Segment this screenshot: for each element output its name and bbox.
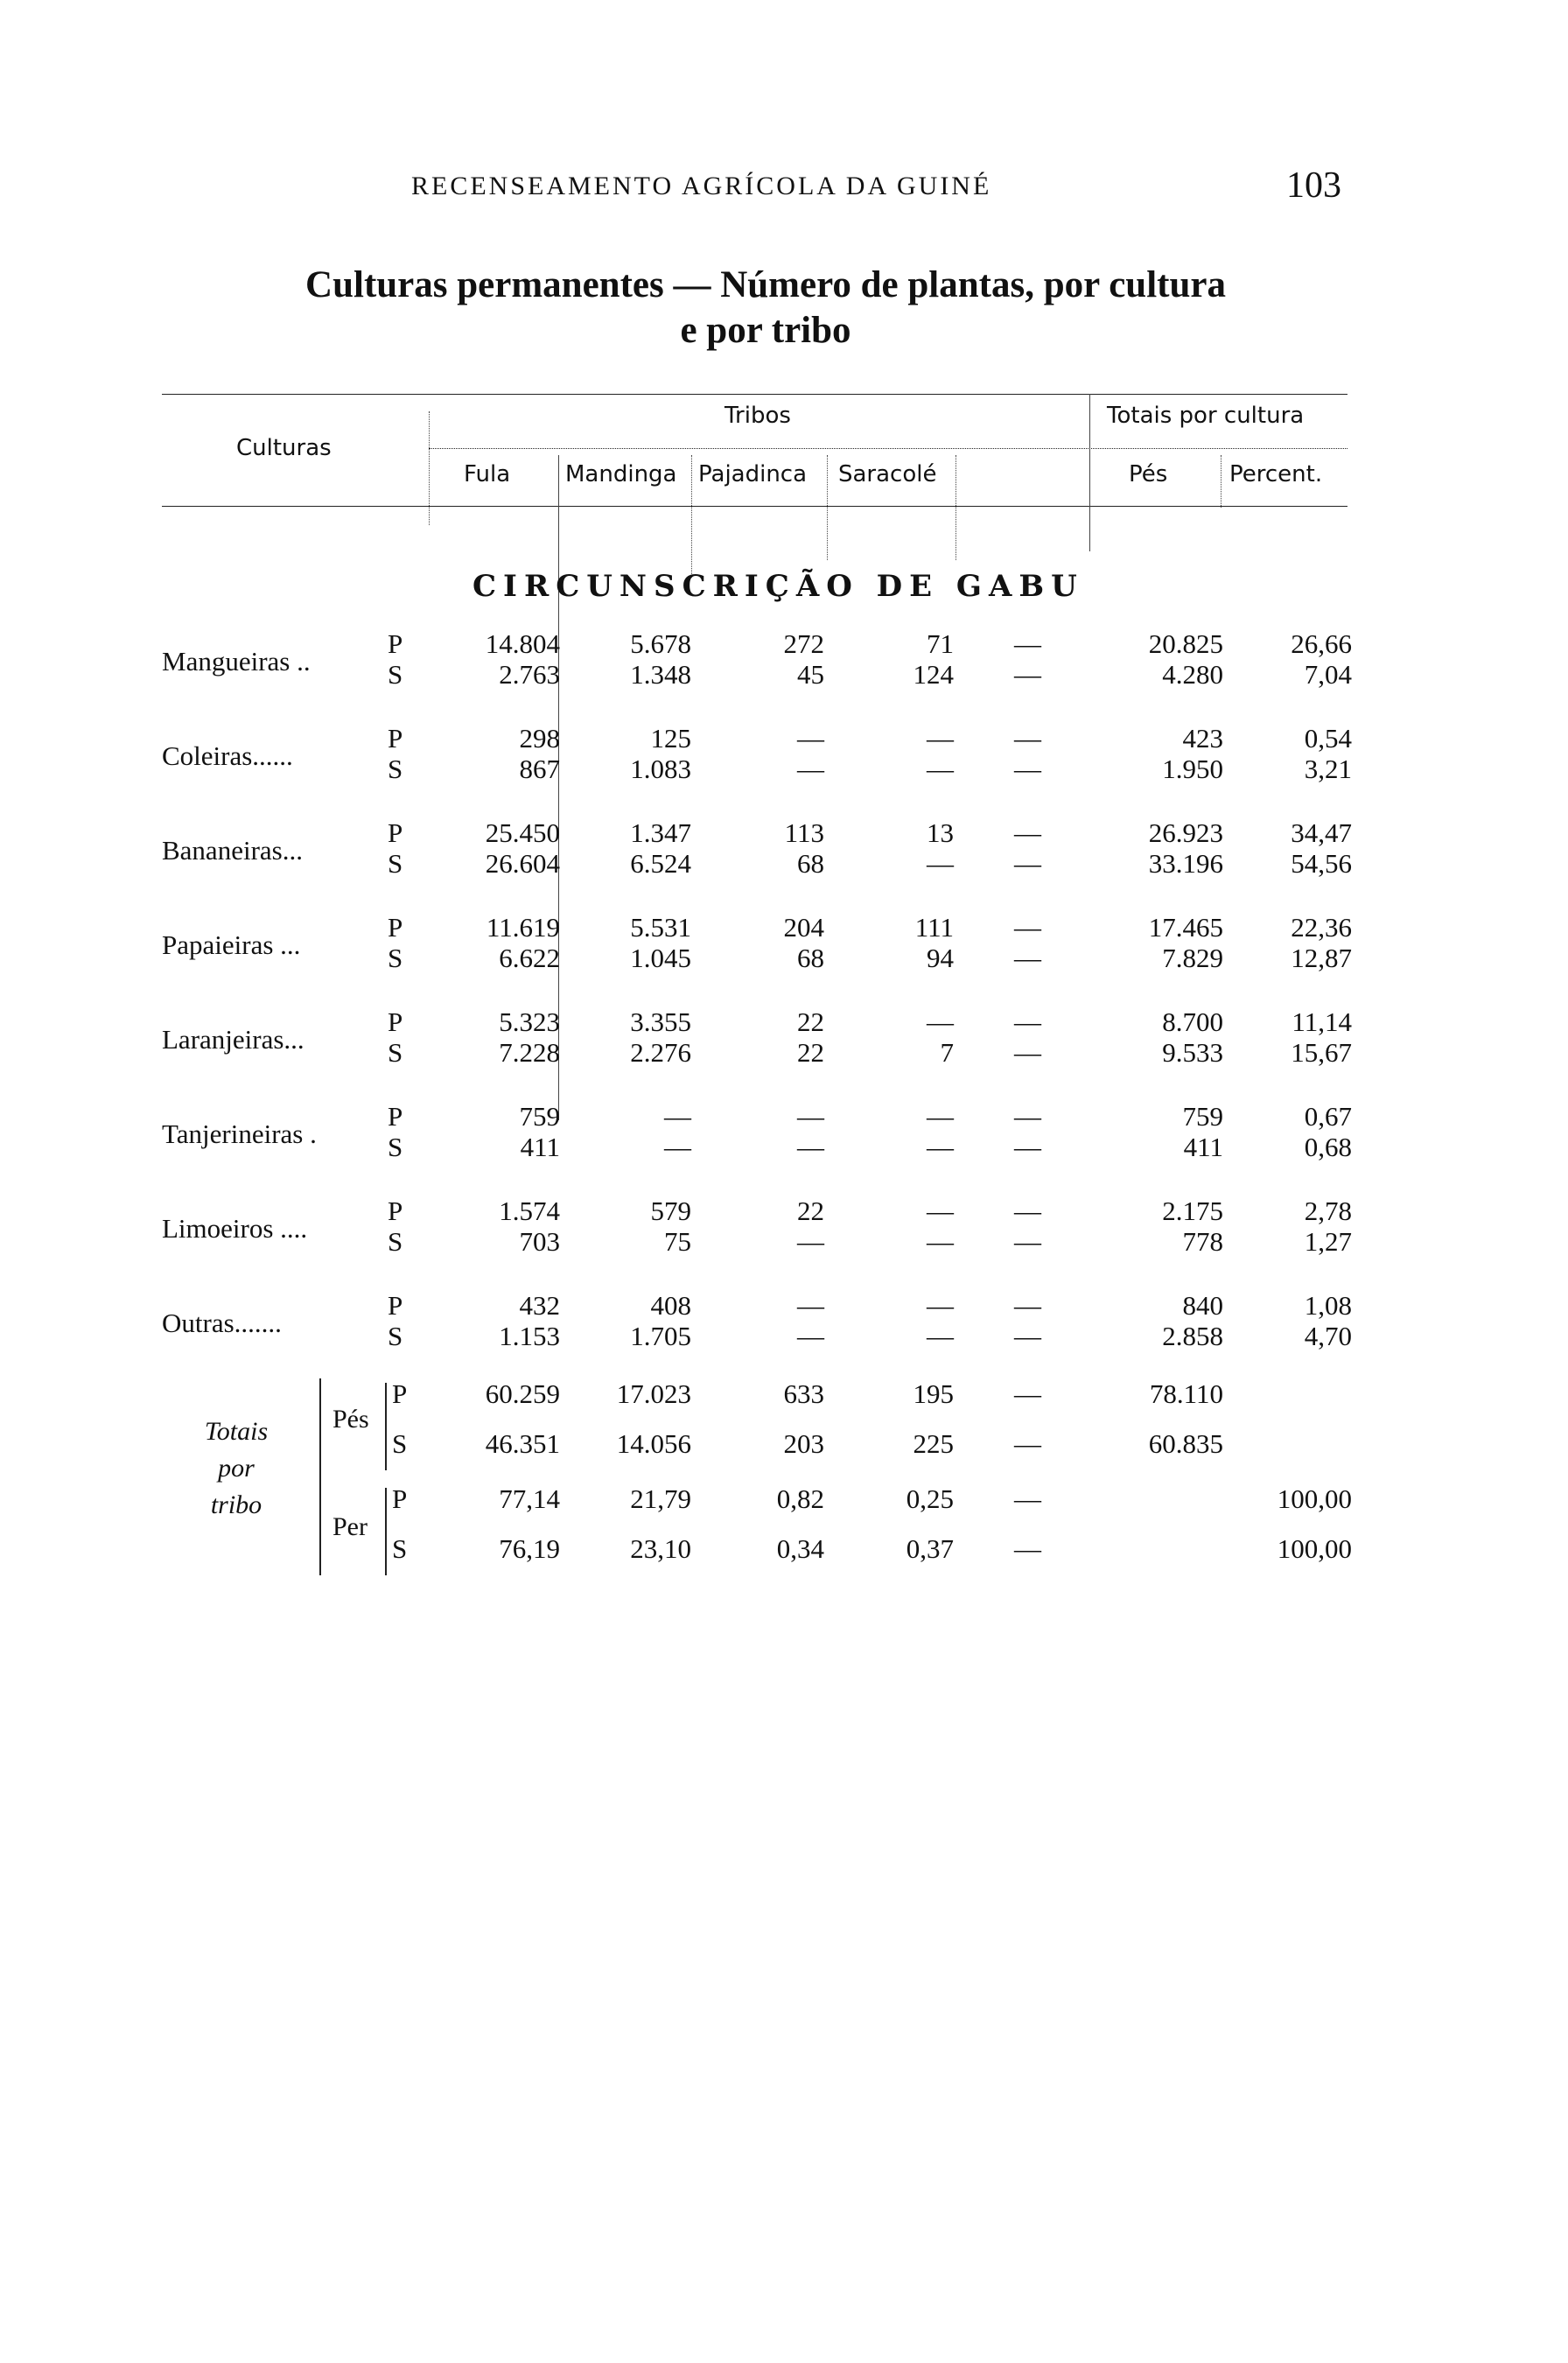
cell-mandinga: 125 <box>650 723 691 754</box>
cell-fula: 432 <box>519 1290 560 1321</box>
cell-blank: — <box>1014 1132 1041 1162</box>
cell-blank: — <box>1014 848 1041 879</box>
totals-ps-marker: S <box>392 1533 408 1564</box>
totals-cell-blank: — <box>1014 1428 1041 1459</box>
cell-pes: 840 <box>1182 1290 1223 1321</box>
header-mid-rule <box>429 448 1348 449</box>
cell-saracole: — <box>927 1196 954 1226</box>
cell-pajadinca: — <box>797 1101 824 1132</box>
table-row <box>0 817 1568 884</box>
cell-pes: 423 <box>1182 723 1223 754</box>
secondary-marker: S <box>388 1037 403 1068</box>
cell-blank: — <box>1014 1290 1041 1321</box>
cell-pct: 2,78 <box>1304 1196 1352 1226</box>
cell-pes: 778 <box>1182 1226 1223 1257</box>
col-culturas: Culturas <box>236 435 332 461</box>
col-fula: Fula <box>464 461 511 487</box>
cell-pct: 4,70 <box>1304 1321 1352 1351</box>
cell-saracole: — <box>927 1132 954 1162</box>
primary-marker: P <box>388 912 403 943</box>
cell-blank: — <box>1014 943 1041 973</box>
cell-saracole: — <box>927 723 954 754</box>
cell-pajadinca: — <box>797 1321 824 1351</box>
cell-mandinga: 2.276 <box>630 1037 691 1068</box>
cell-blank: — <box>1014 1037 1041 1068</box>
section-heading: CIRCUNSCRIÇÃO DE GABU <box>472 569 1084 604</box>
crop-name: Papaieiras ... <box>162 929 301 960</box>
totals-per-label: Per <box>332 1512 368 1541</box>
cell-pajadinca: 45 <box>797 659 824 690</box>
cell-saracole: — <box>927 1321 954 1351</box>
col-tribos: Tribos <box>724 403 791 429</box>
cell-saracole: 13 <box>927 817 954 848</box>
primary-marker: P <box>388 628 403 659</box>
cell-mandinga: — <box>664 1132 691 1162</box>
cell-pajadinca: — <box>797 1290 824 1321</box>
cell-saracole: — <box>927 1101 954 1132</box>
totals-cell-pes: 60.835 <box>1148 1428 1223 1459</box>
header-divider-culturas <box>429 411 430 525</box>
col-mandinga: Mandinga <box>565 461 677 487</box>
cell-mandinga: 408 <box>650 1290 691 1321</box>
table-row <box>0 723 1568 789</box>
cell-blank: — <box>1014 1006 1041 1037</box>
primary-marker: P <box>388 1290 403 1321</box>
totals-cell-mandinga: 17.023 <box>616 1378 691 1409</box>
cell-blank: — <box>1014 912 1041 943</box>
totals-ps-marker: P <box>392 1378 408 1409</box>
cell-mandinga: 1.083 <box>630 754 691 784</box>
cell-pes: 33.196 <box>1148 848 1223 879</box>
cell-pct: 3,21 <box>1304 754 1352 784</box>
cell-mandinga: 1.347 <box>630 817 691 848</box>
totals-per-brace <box>385 1488 387 1575</box>
secondary-marker: S <box>388 754 403 784</box>
totals-label-line-1: Totais <box>204 1417 269 1446</box>
table-row <box>0 1196 1568 1262</box>
cell-blank: — <box>1014 628 1041 659</box>
page-number: 103 <box>1286 165 1341 206</box>
header-top-rule <box>162 394 1348 395</box>
crop-name: Outras....... <box>162 1308 282 1338</box>
cell-pajadinca: — <box>797 723 824 754</box>
cell-fula: 14.804 <box>485 628 560 659</box>
cell-saracole: — <box>927 848 954 879</box>
cell-pes: 2.175 <box>1162 1196 1223 1226</box>
cell-pes: 8.700 <box>1162 1006 1223 1037</box>
cell-pajadinca: 68 <box>797 943 824 973</box>
cell-blank: — <box>1014 1226 1041 1257</box>
totals-outer-brace <box>319 1378 321 1575</box>
cell-fula: 11.619 <box>486 912 560 943</box>
title-line-2: e por tribo <box>680 310 851 351</box>
cell-pct: 15,67 <box>1291 1037 1352 1068</box>
cell-pajadinca: 22 <box>797 1006 824 1037</box>
totals-cell-pajadinca: 0,82 <box>776 1483 824 1514</box>
cell-pct: 11,14 <box>1292 1006 1352 1037</box>
cell-fula: 759 <box>519 1101 560 1132</box>
primary-marker: P <box>388 1006 403 1037</box>
col-pes: Pés <box>1129 461 1168 487</box>
primary-marker: P <box>388 1196 403 1226</box>
totals-cell-pct: 100,00 <box>1277 1483 1352 1514</box>
totals-label-line-3: tribo <box>210 1490 262 1519</box>
table-title <box>0 263 1531 354</box>
totals-cell-pajadinca: 0,34 <box>776 1533 824 1564</box>
cell-pes: 2.858 <box>1162 1321 1223 1351</box>
table-row <box>0 1290 1568 1357</box>
cell-pes: 7.829 <box>1162 943 1223 973</box>
totals-cell-pajadinca: 203 <box>783 1428 824 1459</box>
crop-name: Coleiras...... <box>162 740 293 771</box>
cell-saracole: 94 <box>927 943 954 973</box>
title-line-1: Culturas permanentes — Número de plantas, por cultura <box>305 264 1226 305</box>
totals-row <box>0 1533 1568 1568</box>
totals-cell-mandinga: 21,79 <box>630 1483 691 1514</box>
cell-mandinga: 579 <box>650 1196 691 1226</box>
totals-cell-mandinga: 23,10 <box>630 1533 691 1564</box>
header-bottom-rule <box>162 506 1348 507</box>
crop-name: Mangueiras .. <box>162 646 311 677</box>
secondary-marker: S <box>388 1132 403 1162</box>
cell-saracole: 71 <box>927 628 954 659</box>
cell-mandinga: 3.355 <box>630 1006 691 1037</box>
cell-pajadinca: 68 <box>797 848 824 879</box>
table-row <box>0 1006 1568 1073</box>
totals-cell-mandinga: 14.056 <box>616 1428 691 1459</box>
totals-cell-blank: — <box>1014 1483 1041 1514</box>
totals-cell-pes: 78.110 <box>1149 1378 1223 1409</box>
crop-name: Laranjeiras... <box>162 1024 304 1055</box>
col-pajadinca: Pajadinca <box>698 461 808 487</box>
cell-mandinga: 1.705 <box>630 1321 691 1351</box>
cell-mandinga: — <box>664 1101 691 1132</box>
cell-saracole: — <box>927 1226 954 1257</box>
cell-fula: 1.153 <box>499 1321 560 1351</box>
col-saracole: Saracolé <box>838 461 937 487</box>
primary-marker: P <box>388 1101 403 1132</box>
cell-pes: 9.533 <box>1162 1037 1223 1068</box>
cell-blank: — <box>1014 659 1041 690</box>
totals-cell-pajadinca: 633 <box>783 1378 824 1409</box>
cell-pct: 0,67 <box>1304 1101 1352 1132</box>
col-percent: Percent. <box>1229 461 1323 487</box>
totals-cell-saracole: 0,37 <box>906 1533 954 1564</box>
cell-mandinga: 6.524 <box>630 848 691 879</box>
cell-fula: 703 <box>519 1226 560 1257</box>
totals-cell-fula: 77,14 <box>499 1483 560 1514</box>
crop-name: Bananeiras... <box>162 835 303 866</box>
cell-pes: 1.950 <box>1162 754 1223 784</box>
cell-pes: 17.465 <box>1148 912 1223 943</box>
table-row <box>0 628 1568 695</box>
running-title: RECENSEAMENTO AGRÍCOLA DA GUINÉ <box>411 172 992 200</box>
cell-blank: — <box>1014 1101 1041 1132</box>
cell-mandinga: 1.045 <box>630 943 691 973</box>
cell-mandinga: 1.348 <box>630 659 691 690</box>
secondary-marker: S <box>388 1226 403 1257</box>
cell-pct: 0,68 <box>1304 1132 1352 1162</box>
secondary-marker: S <box>388 659 403 690</box>
cell-pct: 7,04 <box>1304 659 1352 690</box>
cell-pct: 54,56 <box>1291 848 1352 879</box>
cell-pct: 26,66 <box>1291 628 1352 659</box>
cell-saracole: 111 <box>914 912 954 943</box>
primary-marker: P <box>388 723 403 754</box>
cell-fula: 6.622 <box>499 943 560 973</box>
header-divider-totais <box>1089 394 1090 551</box>
secondary-marker: S <box>388 943 403 973</box>
totals-cell-pct: 100,00 <box>1277 1533 1352 1564</box>
totals-pes-label: Pés <box>332 1405 369 1434</box>
cell-saracole: — <box>927 754 954 784</box>
cell-blank: — <box>1014 754 1041 784</box>
cell-fula: 1.574 <box>499 1196 560 1226</box>
cell-pajadinca: — <box>797 754 824 784</box>
cell-pct: 1,27 <box>1304 1226 1352 1257</box>
cell-pct: 0,54 <box>1304 723 1352 754</box>
cell-saracole: — <box>927 1006 954 1037</box>
cell-mandinga: 75 <box>664 1226 691 1257</box>
totals-cell-fula: 76,19 <box>499 1533 560 1564</box>
cell-pes: 26.923 <box>1148 817 1223 848</box>
cell-fula: 7.228 <box>499 1037 560 1068</box>
cell-pajadinca: 22 <box>797 1037 824 1068</box>
col-totais: Totais por cultura <box>1107 403 1305 429</box>
cell-saracole: 124 <box>913 659 954 690</box>
cell-pajadinca: 22 <box>797 1196 824 1226</box>
cell-mandinga: 5.678 <box>630 628 691 659</box>
cell-pajadinca: 204 <box>783 912 824 943</box>
crop-name: Tanjerineiras . <box>162 1118 317 1149</box>
totals-ps-marker: P <box>392 1483 408 1514</box>
totals-cell-blank: — <box>1014 1533 1041 1564</box>
cell-pes: 759 <box>1182 1101 1223 1132</box>
cell-pajadinca: 272 <box>783 628 824 659</box>
divider-pajadinca <box>827 455 828 560</box>
cell-pes: 20.825 <box>1148 628 1223 659</box>
cell-pajadinca: — <box>797 1132 824 1162</box>
table-row <box>0 1101 1568 1167</box>
totals-label-line-2: por <box>218 1454 255 1483</box>
totals-cell-saracole: 0,25 <box>906 1483 954 1514</box>
cell-pes: 4.280 <box>1162 659 1223 690</box>
cell-fula: 298 <box>519 723 560 754</box>
cell-pct: 12,87 <box>1291 943 1352 973</box>
cell-fula: 5.323 <box>499 1006 560 1037</box>
cell-mandinga: 5.531 <box>630 912 691 943</box>
cell-blank: — <box>1014 817 1041 848</box>
cell-pes: 411 <box>1183 1132 1223 1162</box>
totals-cell-fula: 60.259 <box>485 1378 560 1409</box>
crop-name: Limoeiros .... <box>162 1213 308 1244</box>
cell-fula: 867 <box>519 754 560 784</box>
divider-mandinga <box>691 455 692 578</box>
cell-pajadinca: — <box>797 1226 824 1257</box>
cell-blank: — <box>1014 1321 1041 1351</box>
totals-cell-saracole: 225 <box>913 1428 954 1459</box>
cell-fula: 26.604 <box>485 848 560 879</box>
totals-label <box>184 1413 289 1524</box>
table-row <box>0 912 1568 978</box>
primary-marker: P <box>388 817 403 848</box>
cell-pct: 34,47 <box>1291 817 1352 848</box>
cell-pct: 1,08 <box>1304 1290 1352 1321</box>
cell-pajadinca: 113 <box>784 817 824 848</box>
totals-pes-brace <box>385 1383 387 1470</box>
cell-saracole: 7 <box>940 1037 954 1068</box>
totals-cell-fula: 46.351 <box>485 1428 560 1459</box>
cell-fula: 411 <box>520 1132 560 1162</box>
totals-cell-blank: — <box>1014 1378 1041 1409</box>
totals-ps-marker: S <box>392 1428 408 1459</box>
cell-fula: 25.450 <box>485 817 560 848</box>
cell-blank: — <box>1014 723 1041 754</box>
totals-cell-saracole: 195 <box>913 1378 954 1409</box>
cell-pct: 22,36 <box>1291 912 1352 943</box>
totals-row <box>0 1378 1568 1413</box>
secondary-marker: S <box>388 1321 403 1351</box>
secondary-marker: S <box>388 848 403 879</box>
cell-fula: 2.763 <box>499 659 560 690</box>
cell-blank: — <box>1014 1196 1041 1226</box>
cell-saracole: — <box>927 1290 954 1321</box>
divider-pes <box>1221 455 1222 508</box>
